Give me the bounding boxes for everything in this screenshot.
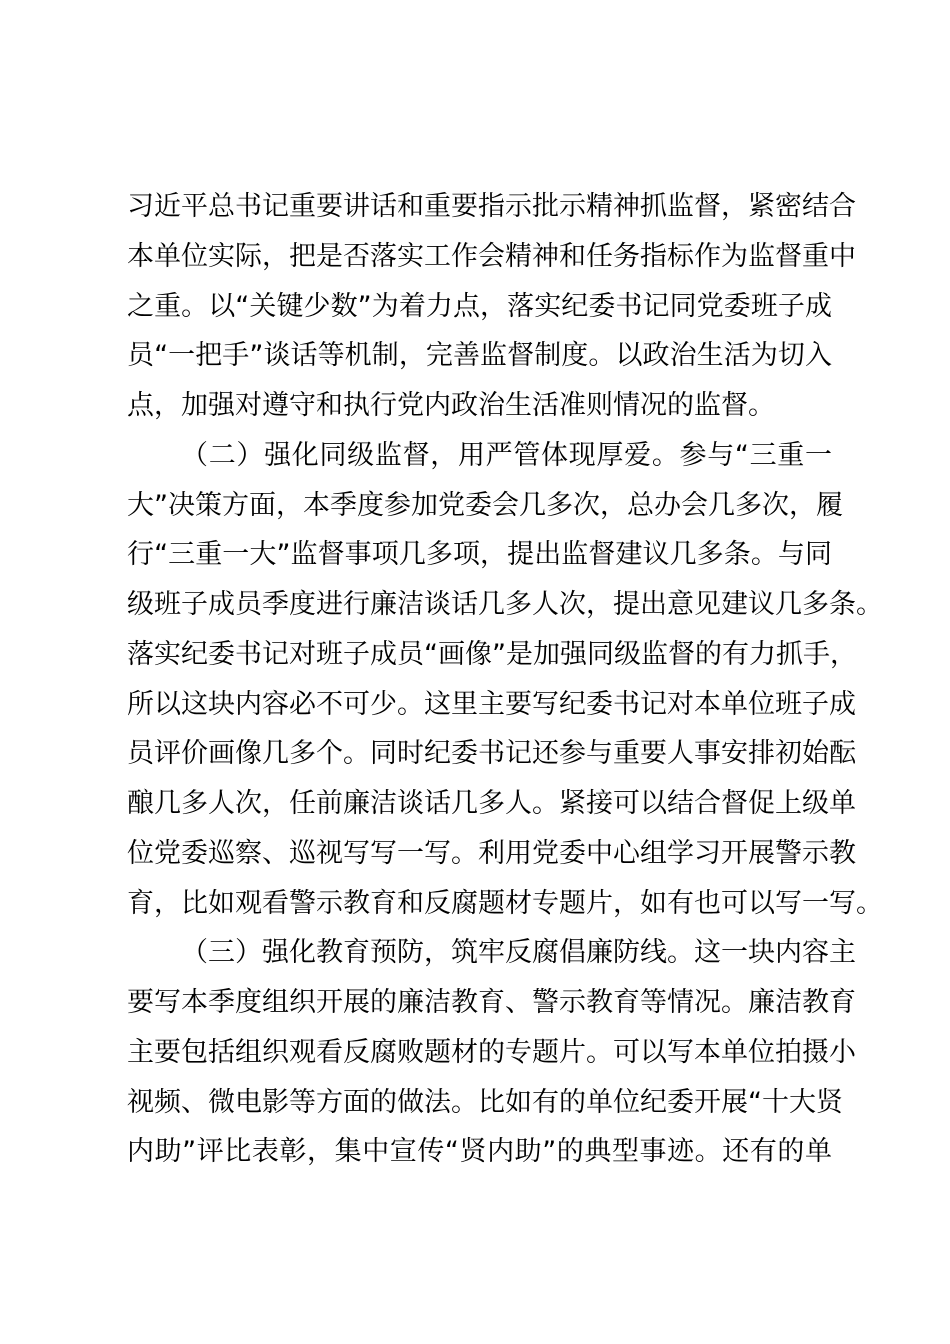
text-line: 所以这块内容必不可少。这里主要写纪委书记对本单位班子成 (127, 688, 856, 720)
body-text (127, 182, 883, 1177)
text-line: 本单位实际，把是否落实工作会精神和任务指标作为监督重中 (127, 240, 856, 272)
text-line: 行“三重一大”监督事项几多项，提出监督建议几多条。与同 (127, 539, 832, 571)
text-line: 习近平总书记重要讲话和重要指示批示精神抓监督，紧密结合 (127, 191, 856, 222)
text-line: 点，加强对遵守和执行党内政治生活准则情况的监督。 (127, 390, 775, 421)
text-line: 育，比如观看警示教育和反腐题材专题片，如有也可以写一写。 (127, 887, 883, 919)
text-line: 主要包括组织观看反腐败题材的专题片。可以写本单位拍摄小 (127, 1036, 856, 1068)
text-line: 酿几多人次，任前廉洁谈话几多人。紧接可以结合督促上级单 (127, 788, 856, 819)
text-line: 员评价画像几多个。同时纪委书记还参与重要人事安排初始酝 (127, 738, 856, 770)
text-line: 级班子成员季度进行廉洁谈话几多人次，提出意见建议几多条。 (127, 589, 883, 620)
text-line: 大”决策方面，本季度参加党委会几多次，总办会几多次，履 (127, 489, 843, 521)
text-line: 之重。以“关键少数”为着力点，落实纪委书记同党委班子成 (127, 290, 832, 322)
text-line: 员“一把手”谈话等机制，完善监督制度。以政治生活为切入 (127, 340, 832, 372)
text-line: 落实纪委书记对班子成员“画像”是加强同级监督的有力抓手， (127, 638, 857, 670)
text-line: 要写本季度组织开展的廉洁教育、警示教育等情况。廉洁教育 (127, 987, 856, 1018)
paragraph-heading-line: （二）强化同级监督，用严管体现厚爱。参与“三重一 (181, 439, 832, 471)
text-line: 内助”评比表彰，集中宣传“贤内助”的典型事迹。还有的单 (127, 1136, 832, 1168)
text-line: 位党委巡察、巡视写写一写。利用党委中心组学习开展警示教 (127, 837, 856, 869)
text-line: 视频、微电影等方面的做法。比如有的单位纪委开展“十大贤 (127, 1086, 843, 1118)
paragraph-heading-line: （三）强化教育预防，筑牢反腐倡廉防线。这一块内容主 (181, 937, 856, 969)
